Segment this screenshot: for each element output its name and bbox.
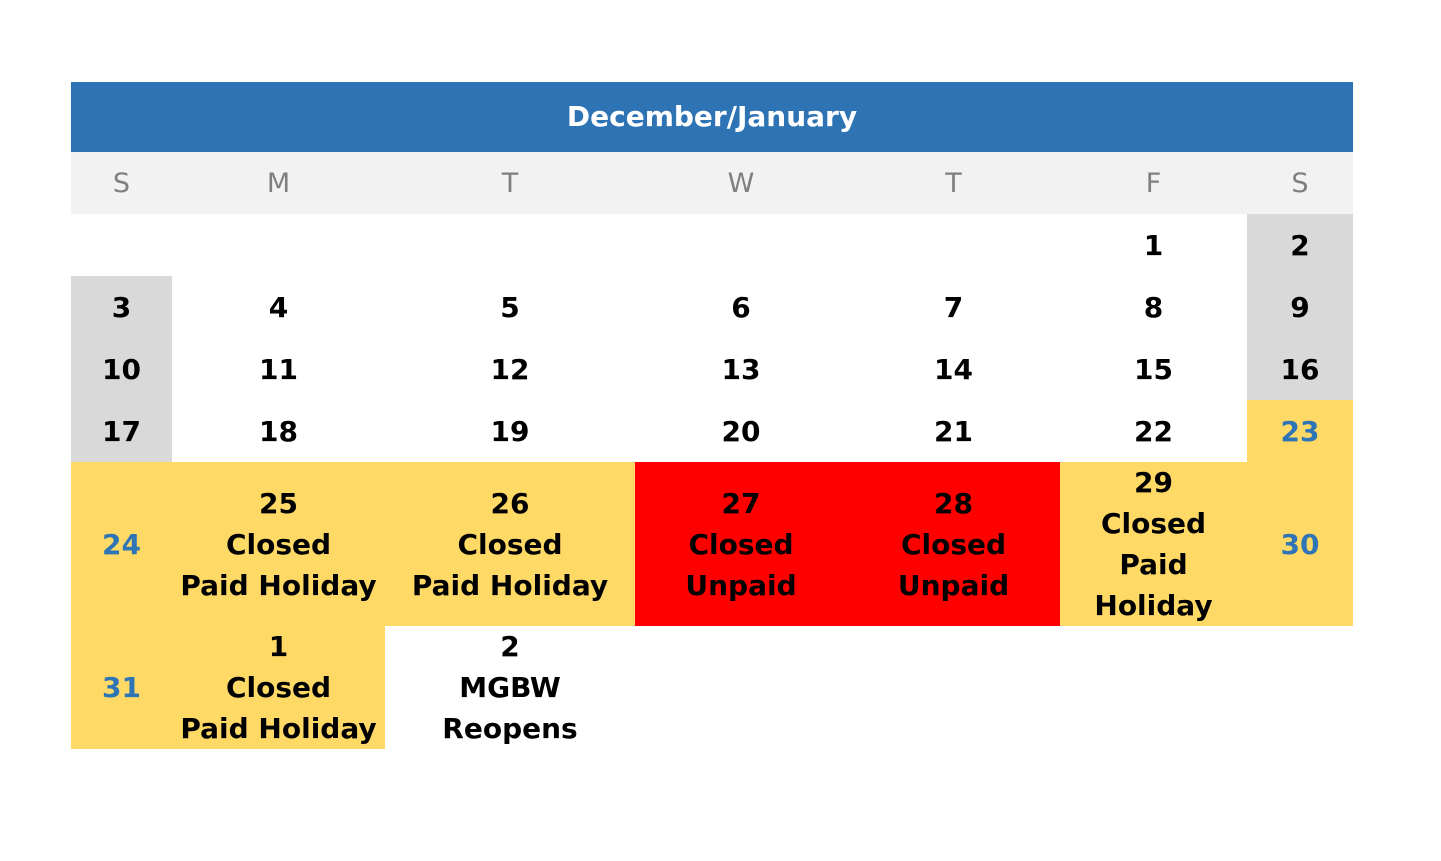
day-number: 24 — [102, 527, 141, 561]
calendar — [71, 82, 1353, 749]
day-cell — [172, 400, 385, 462]
day-cell — [1060, 400, 1247, 462]
day-cell — [1247, 338, 1353, 400]
day-cell — [1247, 214, 1353, 276]
calendar-grid — [71, 152, 1353, 749]
weekday-label-wed: W — [635, 152, 847, 214]
day-note: Paid Holiday — [180, 568, 377, 602]
day-cell — [1247, 276, 1353, 338]
day-number: 15 — [1134, 352, 1173, 386]
week-row — [71, 214, 1353, 276]
day-cell — [385, 626, 635, 749]
day-cell — [847, 276, 1060, 338]
day-note: Paid Holiday — [180, 712, 377, 745]
empty-day-cell — [635, 626, 847, 749]
day-number: 29 — [1134, 466, 1173, 499]
day-cell — [385, 276, 635, 338]
week-row — [71, 462, 1353, 626]
day-number: 4 — [268, 290, 289, 324]
weekday-label-sat: S — [1247, 152, 1353, 214]
day-note: Reopens — [442, 712, 578, 745]
day-number: 27 — [721, 486, 761, 520]
day-cell — [635, 462, 847, 626]
empty-day-cell — [1060, 626, 1247, 749]
day-number: 20 — [721, 414, 761, 448]
day-cell — [172, 276, 385, 338]
day-cell — [635, 400, 847, 462]
day-cell — [1247, 400, 1353, 462]
day-number: 8 — [1143, 290, 1164, 324]
day-number: 9 — [1290, 290, 1310, 324]
day-note: Paid — [1119, 548, 1188, 581]
weekday-header-row — [71, 152, 1353, 214]
day-note: Closed — [457, 527, 563, 561]
day-number: 31 — [102, 671, 141, 704]
day-number: 12 — [490, 352, 530, 386]
day-number: 2 — [1290, 228, 1310, 262]
day-note: MGBW — [459, 671, 561, 704]
day-number: 7 — [943, 290, 964, 324]
day-cell — [71, 626, 172, 749]
day-note: Unpaid — [897, 568, 1010, 602]
day-cell — [1060, 214, 1247, 276]
empty-day-cell — [847, 214, 1060, 276]
day-number: 1 — [268, 630, 289, 663]
day-number: 2 — [500, 630, 520, 663]
day-note: Closed — [1100, 507, 1207, 540]
empty-day-cell — [172, 214, 385, 276]
day-number: 18 — [259, 414, 298, 448]
day-cell — [172, 462, 385, 626]
weekday-label-sun: S — [71, 152, 172, 214]
day-cell — [1060, 338, 1247, 400]
empty-day-cell — [385, 214, 635, 276]
day-number: 26 — [490, 486, 530, 520]
day-number: 6 — [731, 290, 751, 324]
day-cell — [847, 462, 1060, 626]
day-note: Paid Holiday — [411, 568, 609, 602]
day-number: 11 — [259, 352, 298, 386]
day-cell — [71, 462, 172, 626]
day-number: 10 — [102, 352, 141, 386]
day-number: 21 — [934, 414, 973, 448]
day-cell — [172, 626, 385, 749]
weekday-label-thu: T — [847, 152, 1060, 214]
day-note: Closed — [225, 671, 332, 704]
week-row — [71, 276, 1353, 338]
day-number: 3 — [111, 290, 132, 324]
day-number: 16 — [1280, 352, 1320, 386]
day-number: 14 — [934, 352, 973, 386]
empty-day-cell — [1247, 626, 1353, 749]
weekday-label-fri: F — [1060, 152, 1247, 214]
day-note: Unpaid — [685, 568, 797, 602]
day-note: Closed — [900, 527, 1007, 561]
day-cell — [71, 276, 172, 338]
day-cell — [71, 338, 172, 400]
weekday-label-mon: M — [172, 152, 385, 214]
day-number: 19 — [490, 414, 530, 448]
day-number: 17 — [102, 414, 141, 448]
calendar-body — [71, 214, 1353, 749]
day-cell — [1060, 462, 1247, 626]
day-cell — [635, 338, 847, 400]
week-row — [71, 338, 1353, 400]
day-number: 13 — [721, 352, 761, 386]
day-number: 28 — [934, 486, 973, 520]
day-number: 23 — [1280, 414, 1320, 448]
day-note: Closed — [688, 527, 794, 561]
weekday-label-tue: T — [385, 152, 635, 214]
day-cell — [385, 338, 635, 400]
empty-day-cell — [71, 214, 172, 276]
calendar-title: December/January — [71, 82, 1353, 152]
week-row — [71, 400, 1353, 462]
day-number: 25 — [259, 486, 298, 520]
day-cell — [847, 338, 1060, 400]
day-number: 30 — [1280, 527, 1320, 561]
day-cell — [1247, 462, 1353, 626]
day-cell — [172, 338, 385, 400]
day-cell — [1060, 276, 1247, 338]
day-note: Closed — [225, 527, 332, 561]
day-number: 22 — [1134, 414, 1173, 448]
day-cell — [71, 400, 172, 462]
day-cell — [385, 462, 635, 626]
day-cell — [847, 400, 1060, 462]
empty-day-cell — [847, 626, 1060, 749]
day-number: 5 — [500, 290, 520, 324]
day-number: 1 — [1143, 228, 1164, 262]
day-cell — [635, 276, 847, 338]
empty-day-cell — [635, 214, 847, 276]
week-row — [71, 626, 1353, 749]
day-cell — [385, 400, 635, 462]
day-note: Holiday — [1094, 589, 1213, 622]
